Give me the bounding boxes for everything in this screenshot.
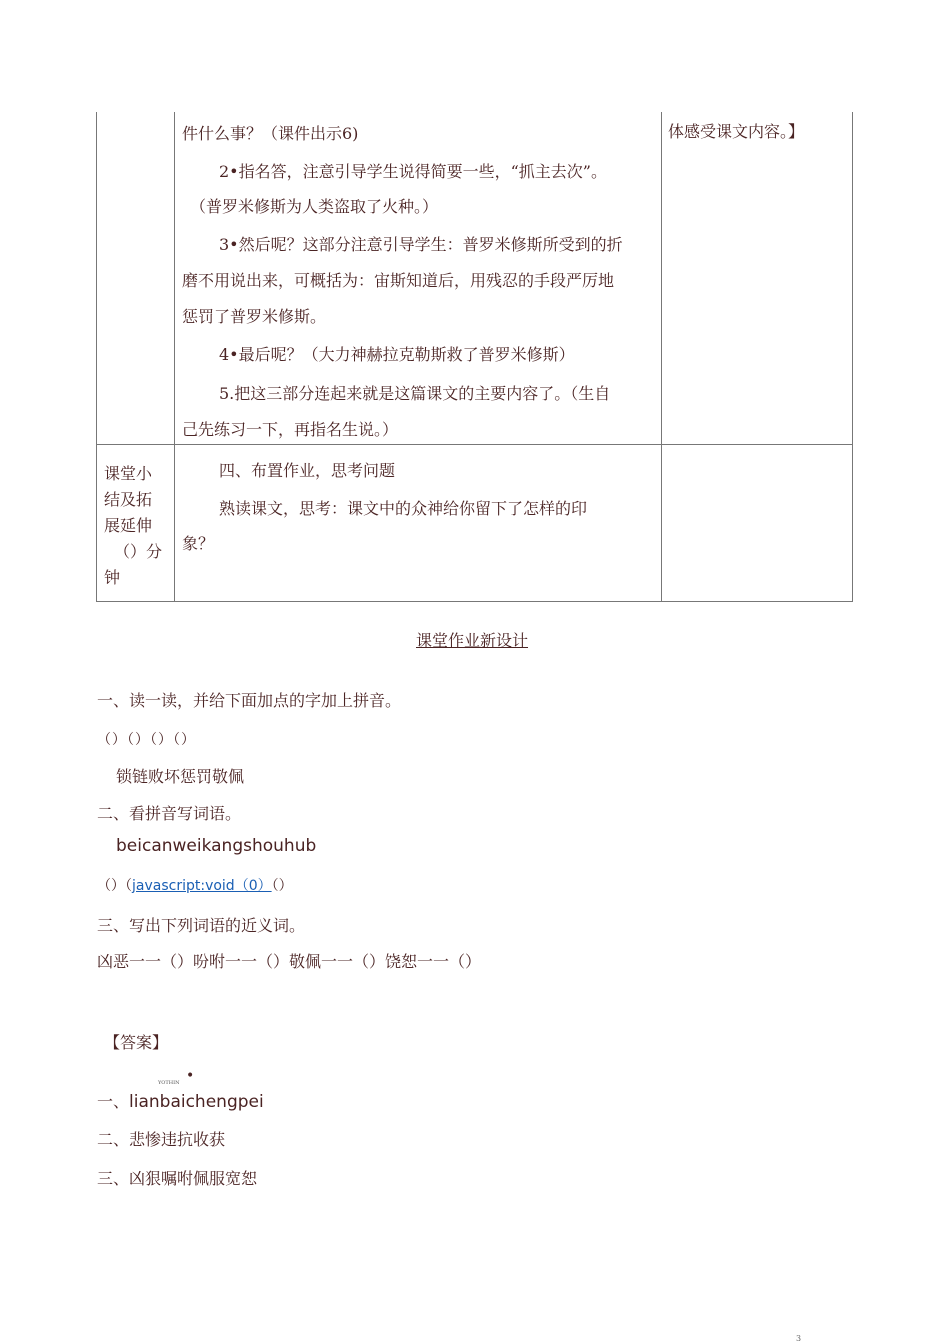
answers-small-mark: YOTHIN [158,1080,180,1086]
row2-line-2: 熟读课文，思考：课文中的众神给你留下了怎样的印 [219,499,588,518]
answers-a2: 二、悲惨违抗收获 [97,1130,226,1149]
row2-label-3: 展延伸 [104,516,153,535]
homework-q2-blanks-right: （） [271,878,293,894]
homework-q2-pinyin: beicanweikangshouhub [116,836,317,856]
homework-q2-blanks-left: （）（ [97,878,132,894]
homework-q3: 三、写出下列词语的近义词。 [97,916,306,935]
homework-q2-link[interactable]: javascript:void（0） [132,878,272,894]
row1-line-7: 4•最后呢？（大力神赫拉克勒斯救了普罗米修斯） [219,345,575,364]
homework-q3-items: 凶恶一一（）吩咐一一（）敬佩一一（）饶恕一一（） [97,952,482,971]
row1-line-3: （普罗米修斯为人类盗取了火种。） [190,197,439,216]
table-row-divider [96,444,853,445]
homework-q2: 二、看拼音写词语。 [97,804,242,823]
table-border-col2 [661,112,662,602]
row1-line-6: 惩罚了普罗米修斯。 [182,307,327,326]
answers-dot: • [186,1068,195,1084]
answers-a1-prefix: 一、 [97,1092,130,1111]
row1-line-1: 件什么事？（课件出示6) [182,124,359,143]
row1-line-9: 己先练习一下，再指名生说。） [182,420,399,439]
table-border-left [96,112,97,602]
homework-title: 课堂作业新设计 [416,631,529,650]
row1-line-8: 5.把这三部分连起来就是这篇课文的主要内容了。（生自 [219,384,611,403]
row2-label-1: 课堂小 [104,464,153,483]
row2-label-4: （）分 [114,542,163,561]
row2-line-1: 四、布置作业，思考问题 [219,461,396,480]
table-border-col1 [174,112,175,602]
table-border-right [852,112,853,602]
answers-a1 [97,1089,264,1112]
row1-note: 体感受课文内容。】 [668,122,805,141]
answers-a3: 三、凶狠嘱咐佩服宽恕 [97,1169,258,1188]
row2-label-5: 钟 [104,568,121,587]
table-border-bottom [96,601,853,602]
row1-line-4: 3•然后呢？这部分注意引导学生：普罗米修斯所受到的折 [219,235,623,254]
homework-q1: 一、读一读，并给下面加点的字加上拼音。 [97,691,402,710]
homework-q1-blanks: （）（）（）（） [97,732,196,748]
homework-q1-words: 锁链败坏惩罚敬佩 [116,767,245,786]
row1-line-5: 磨不用说出来，可概括为：宙斯知道后，用残忍的手段严厉地 [182,271,615,290]
answers-a1-text: lianbaichengpei [129,1092,264,1112]
homework-q2-blanks-row [97,875,293,895]
row1-line-2: 2•指名答，注意引导学生说得简要一些，“抓主去次”。 [219,162,607,181]
row2-label-2: 结及拓 [104,490,153,509]
row2-line-3: 象？ [182,534,215,553]
page-number: 3 [796,1334,802,1343]
answers-heading: 【答案】 [104,1033,169,1052]
